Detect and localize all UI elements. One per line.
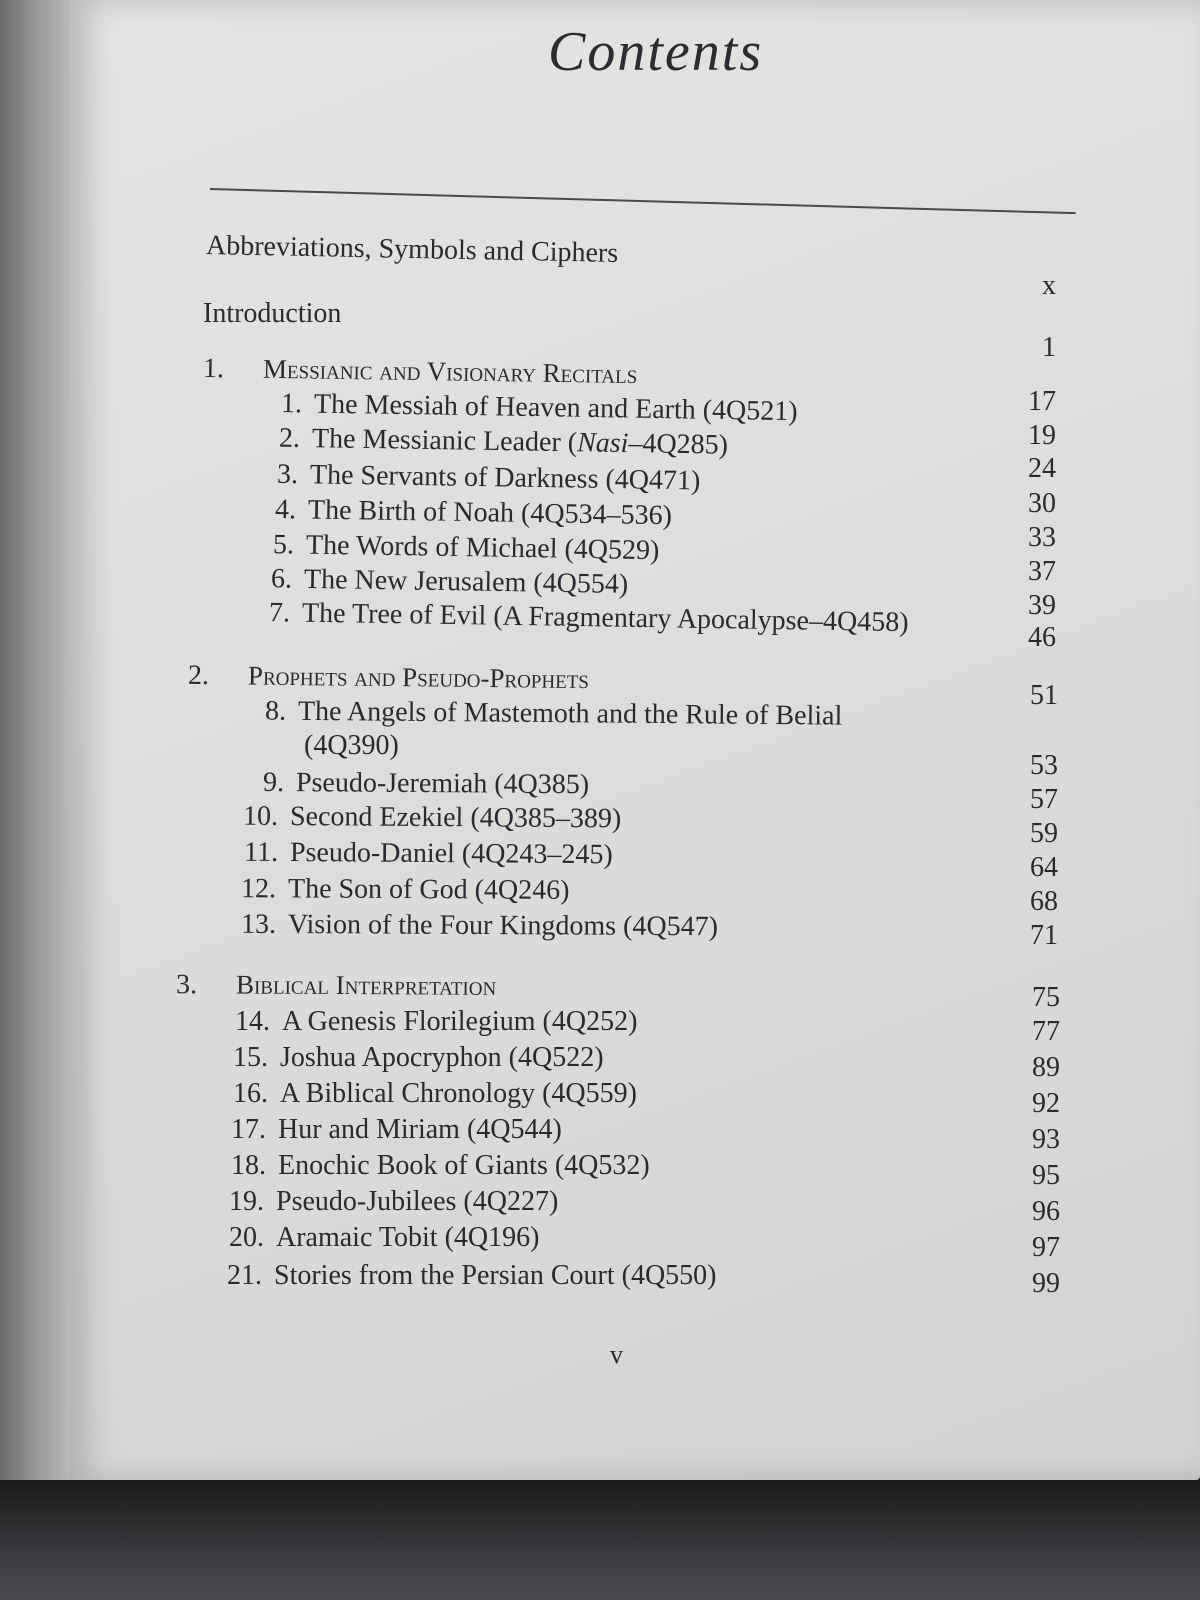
- toc-entry-21: 21. Stories from the Persian Court (4Q550): [227, 1260, 717, 1291]
- toc-entry-14-page: 77: [1032, 1016, 1060, 1047]
- toc-entry-7: 7. The Tree of Evil (A Fragmentary Apocalypse–4Q458): [268, 597, 909, 639]
- toc-entry-1: 1. The Messiah of Heaven and Earth (4Q521): [280, 388, 798, 428]
- toc-entry-1-page: 19: [1028, 420, 1056, 451]
- toc-entry-4-page: 33: [1028, 522, 1056, 553]
- toc-entry-11: 11. Pseudo-Daniel (4Q243–245): [243, 836, 613, 871]
- toc-front-label: Introduction: [203, 298, 342, 329]
- toc-entry-7-page: 46: [1028, 622, 1056, 653]
- page-number-footer: v: [610, 1340, 623, 1369]
- page-title: Contents: [548, 21, 764, 83]
- toc-front-introduction: [203, 298, 341, 330]
- toc-front-label: Abbreviations, Symbols and Ciphers: [205, 230, 619, 269]
- section-number: 3.: [175, 969, 198, 1001]
- section-title: Messianic and Visionary Recitals: [262, 353, 638, 390]
- toc-entry-19: 19. Pseudo-Jubilees (4Q227): [229, 1186, 559, 1217]
- toc-entry-18: 18. Enochic Book of Giants (4Q532): [231, 1150, 650, 1181]
- toc-entry-10-page: 59: [1030, 818, 1058, 849]
- toc-entry-14: 14. A Genesis Florilegium (4Q252): [235, 1006, 638, 1037]
- toc-entry-19-page: 96: [1032, 1196, 1060, 1227]
- section-number: 2.: [187, 659, 210, 692]
- book-binding: [0, 0, 70, 1480]
- toc-entry-9-page: 57: [1030, 784, 1058, 815]
- toc-section-1-page: 17: [1028, 386, 1056, 417]
- toc-entry-5-page: 37: [1028, 556, 1056, 587]
- toc-entry-11-page: 64: [1030, 852, 1058, 883]
- toc-entry-8-page: 53: [1030, 750, 1058, 781]
- toc-section-1: [203, 353, 638, 391]
- toc-entry-17: 17. Hur and Miriam (4Q544): [231, 1114, 562, 1145]
- toc-entry-15-page: 89: [1032, 1052, 1060, 1083]
- toc-entry-5: 5. The Words of Michael (4Q529): [272, 529, 660, 567]
- toc-section-3-page: 75: [1032, 982, 1060, 1013]
- toc-section-2-page: 51: [1030, 680, 1058, 711]
- toc-entry-8-continued: (4Q390): [304, 730, 399, 761]
- toc-entry-12: 12. The Son of God (4Q246): [240, 873, 570, 906]
- toc-entry-16: 16. A Biblical Chronology (4Q559): [233, 1078, 637, 1109]
- toc-entry-13: 13. Vision of the Four Kingdoms (4Q547): [240, 908, 719, 943]
- section-number: 1.: [202, 352, 225, 385]
- toc-entry-10: 10. Second Ezekiel (4Q385–389): [242, 800, 622, 835]
- toc-entry-2: 2. The Messianic Leader (Nasi–4Q285): [278, 422, 729, 461]
- toc-entry-8: 8. The Angels of Mastemoth and the Rule of Belial: [264, 695, 843, 732]
- toc-entry-18-page: 95: [1032, 1160, 1060, 1191]
- toc-front-abbreviations-page: x: [1042, 270, 1056, 301]
- toc-entry-4: 4. The Birth of Noah (4Q534–536): [274, 494, 673, 532]
- toc-entry-20-page: 97: [1032, 1232, 1060, 1263]
- toc-entry-12-page: 68: [1030, 886, 1058, 917]
- toc-entry-17-page: 93: [1032, 1124, 1060, 1155]
- toc-entry-21-page: 99: [1032, 1268, 1060, 1299]
- toc-entry-2-page: 24: [1028, 453, 1056, 484]
- toc-entry-15: 15. Joshua Apocryphon (4Q522): [233, 1042, 604, 1073]
- toc-front-introduction-page: 1: [1042, 332, 1056, 363]
- toc-entry-9: 9. Pseudo-Jeremiah (4Q385): [262, 766, 590, 801]
- section-title: Biblical Interpretation: [235, 969, 497, 1001]
- toc-entry-20: 20. Aramaic Tobit (4Q196): [229, 1222, 540, 1253]
- toc-entry-6-page: 39: [1028, 590, 1056, 621]
- toc-section-3: [176, 969, 496, 1003]
- background-surface: [0, 1480, 1200, 1600]
- toc-section-2: [188, 660, 589, 696]
- toc-entry-3-page: 30: [1028, 488, 1056, 519]
- toc-entry-13-page: 71: [1030, 920, 1058, 951]
- section-title: Prophets and Pseudo-Prophets: [247, 660, 590, 695]
- toc-entry-6: 6. The New Jerusalem (4Q554): [270, 563, 629, 600]
- toc-entry-3: 3. The Servants of Darkness (4Q471): [276, 458, 701, 497]
- toc-entry-16-page: 92: [1032, 1088, 1060, 1119]
